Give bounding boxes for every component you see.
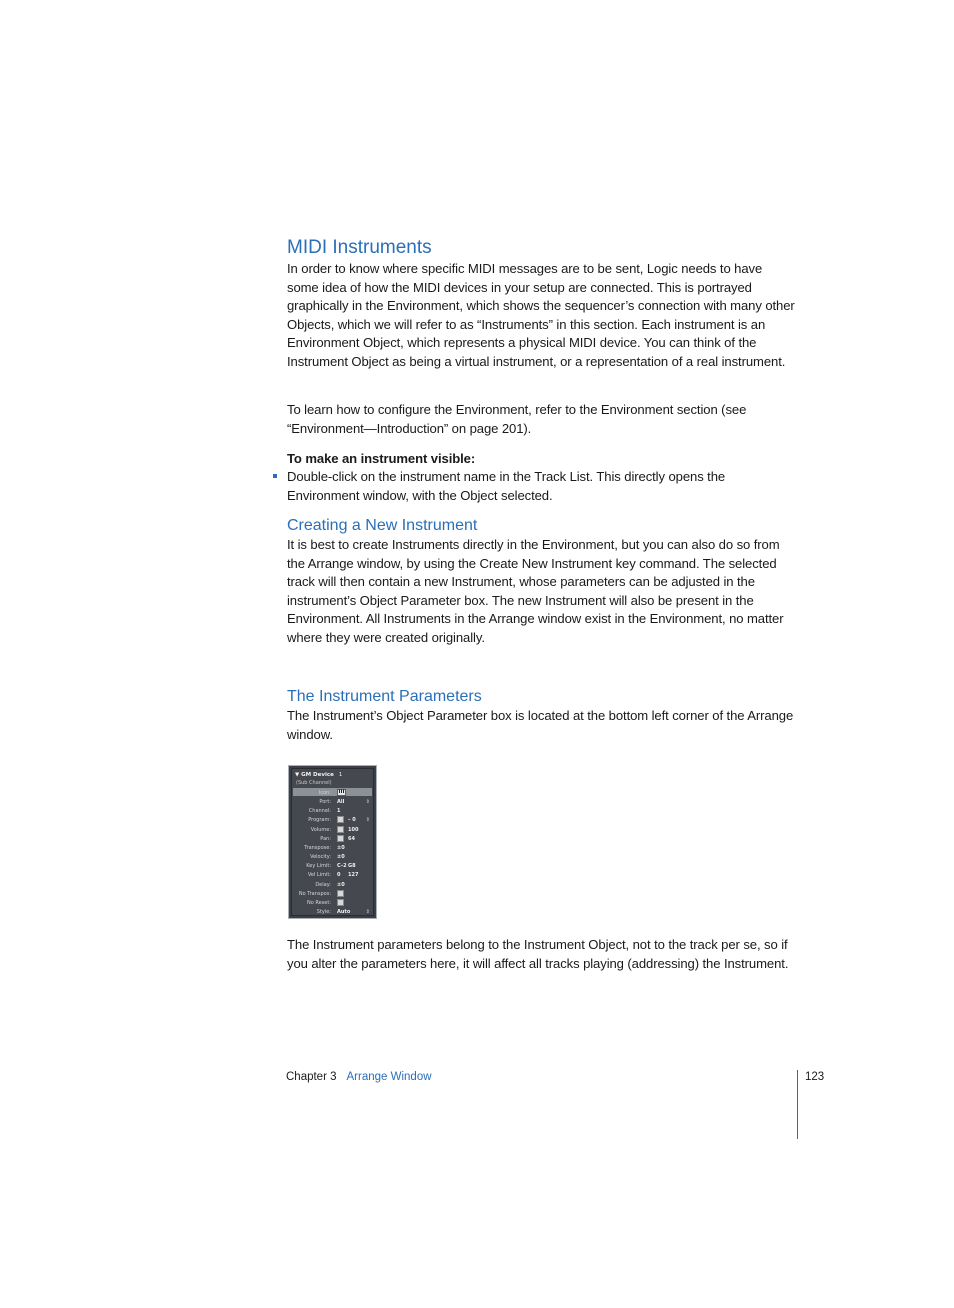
parameter-value[interactable]: ±0 bbox=[337, 881, 345, 888]
section-title-creating: Creating a New Instrument bbox=[287, 517, 478, 534]
parameter-row[interactable] bbox=[292, 862, 373, 871]
bullet-item bbox=[287, 468, 797, 505]
task-label: To make an instrument visible: bbox=[287, 451, 476, 466]
parameter-row[interactable] bbox=[292, 899, 373, 908]
stepper-arrows-icon[interactable]: ⇕ bbox=[365, 817, 370, 824]
bullet-text: Double-click on the instrument name in the Track List. This directly opens the Environment window, with the Object selected. bbox=[287, 469, 726, 503]
parameter-row[interactable] bbox=[292, 908, 373, 917]
parameter-row[interactable] bbox=[292, 826, 373, 835]
parameter-label: Volume: bbox=[310, 826, 331, 833]
parameter-row[interactable] bbox=[292, 835, 373, 844]
stepper-arrows-icon[interactable]: ⇕ bbox=[365, 799, 370, 806]
page-number: 123 bbox=[805, 1071, 825, 1083]
parameter-value[interactable]: All bbox=[337, 799, 345, 806]
parameter-row[interactable] bbox=[292, 881, 373, 890]
parameter-checkbox[interactable] bbox=[337, 826, 344, 835]
parameter-value-secondary[interactable]: G8 bbox=[348, 863, 356, 870]
parameter-value-secondary[interactable]: 127 bbox=[348, 872, 359, 879]
sub-channel-label: (Sub Channel) bbox=[296, 780, 332, 786]
footer-chapter bbox=[286, 1071, 432, 1083]
footer-divider bbox=[797, 1070, 798, 1139]
footer-chapter-title[interactable]: Arrange Window bbox=[346, 1071, 432, 1083]
parameter-value[interactable]: 1 bbox=[337, 808, 341, 815]
parameter-value[interactable]: ±0 bbox=[337, 844, 345, 851]
parameter-label: Port: bbox=[319, 799, 331, 806]
parameter-row[interactable] bbox=[292, 816, 373, 825]
parameter-label: Icon: bbox=[318, 790, 331, 796]
parameter-value[interactable]: 0 bbox=[337, 872, 341, 879]
parameter-value[interactable]: Auto bbox=[337, 908, 351, 915]
parameter-label: Style: bbox=[316, 908, 331, 915]
paragraph-parameters-location: The Instrument’s Object Parameter box is located at the bottom left corner of the Arrange window. bbox=[287, 708, 794, 742]
parameter-label: No Reset: bbox=[306, 899, 331, 906]
parameter-value-secondary[interactable]: 100 bbox=[348, 826, 359, 833]
parameter-label: No Transpos: bbox=[298, 890, 331, 897]
parameter-row[interactable] bbox=[292, 871, 373, 880]
parameter-label: Transpose: bbox=[304, 844, 331, 851]
footer-chapter-number: Chapter 3 bbox=[286, 1071, 337, 1083]
parameter-checkbox[interactable] bbox=[337, 890, 344, 899]
parameter-label: Vel Limit: bbox=[307, 872, 331, 879]
parameter-label: Pan: bbox=[320, 835, 331, 842]
parameter-checkbox[interactable] bbox=[337, 835, 344, 844]
paragraph-parameters-note: The Instrument parameters belong to the Instrument Object, not to the track per se, so if you alter the parameters here, it will affect all tracks playing (addressing) the Instrument. bbox=[287, 937, 789, 971]
section-title-midi-instruments: MIDI Instruments bbox=[287, 237, 432, 258]
parameter-value[interactable]: C–2 bbox=[337, 863, 347, 870]
parameter-label: Key Limit: bbox=[306, 863, 331, 870]
paragraph-midi-intro: In order to know where specific MIDI messages are to be sent, Logic needs to have some idea of how the MIDI devices in your setup are connected. This is portrayed graphically in the Environment, which shows the sequencer’s connection with many other Objects, which we will refer to as “Instruments” in this section. Each instrument is an Environment Object, which represents a physical MIDI device. You can think of the Instrument Object as being a virtual instrument, or a representation of a real instrument. bbox=[287, 261, 795, 369]
parameter-label: Delay: bbox=[315, 881, 331, 888]
parameter-value-secondary[interactable]: – 0 bbox=[348, 817, 356, 824]
bullet-square-icon bbox=[273, 474, 277, 478]
parameter-row[interactable] bbox=[292, 789, 373, 798]
object-parameter-box bbox=[288, 765, 377, 919]
parameter-row[interactable] bbox=[292, 844, 373, 853]
parameter-label: Velocity: bbox=[310, 854, 331, 861]
section-title-parameters: The Instrument Parameters bbox=[287, 688, 482, 705]
device-number: 1 bbox=[338, 772, 343, 778]
disclosure-triangle-icon: ▼ bbox=[295, 772, 300, 778]
parameter-row[interactable] bbox=[292, 853, 373, 862]
parameter-label: Program: bbox=[308, 817, 331, 824]
parameter-row[interactable] bbox=[292, 807, 373, 816]
parameter-value-secondary[interactable]: 64 bbox=[348, 835, 355, 842]
parameter-row[interactable] bbox=[292, 798, 373, 807]
device-name: GM Device bbox=[301, 772, 334, 778]
parameter-checkbox[interactable] bbox=[337, 899, 344, 908]
stepper-arrows-icon[interactable]: ⇕ bbox=[365, 908, 370, 915]
parameter-box-header bbox=[295, 772, 342, 778]
parameter-value[interactable]: ±0 bbox=[337, 854, 345, 861]
parameter-box-panel bbox=[291, 768, 374, 916]
paragraph-creating: It is best to create Instruments directly in the Environment, but you can also do so from the Arrange window, by using the Create New Instrument key command. The selected track will then contain a new Instrument, whose parameters can be adjusted in the instrument’s Object Parameter box. The new Instrument will also be present in the Environment. All Instruments in the Arrange window exist in the Environment, no matter where they were created originally. bbox=[287, 537, 784, 645]
paragraph-environment-ref: To learn how to configure the Environment, refer to the Environment section (see “Environment—Introduction” on page 201). bbox=[287, 402, 747, 436]
parameter-checkbox[interactable] bbox=[337, 816, 344, 825]
parameter-label: Channel: bbox=[308, 808, 331, 815]
parameter-row[interactable] bbox=[292, 890, 373, 899]
